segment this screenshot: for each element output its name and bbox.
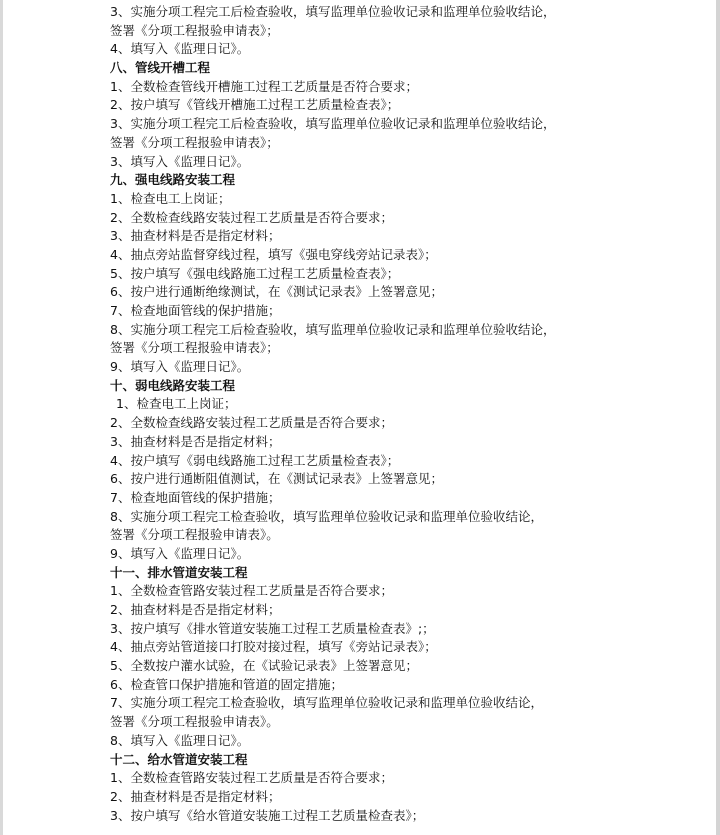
list-item: 8、实施分项工程完工后检查验收，填写监理单位验收记录和监理单位验收结论， xyxy=(110,321,556,337)
list-item: 3、按户填写《排水管道安装施工过程工艺质量检查表》;； xyxy=(110,620,435,636)
document-body xyxy=(110,3,710,825)
list-item: 3、填写入《监理日记》。 xyxy=(110,153,250,169)
list-item: 7、检查地面管线的保护措施； xyxy=(110,489,281,505)
list-item: 签署《分项工程报验申请表》。 xyxy=(110,527,279,543)
list-item: 6、检查管口保护措施和管道的固定措施； xyxy=(110,676,343,692)
list-item: 7、实施分项工程完工检查验收，填写监理单位验收记录和监理单位验收结论， xyxy=(110,695,543,711)
list-item: 签署《分项工程报验申请表》； xyxy=(110,340,279,356)
list-item: 签署《分项工程报验申请表》； xyxy=(110,134,279,150)
section-heading: 八、管线开槽工程 xyxy=(110,60,211,76)
list-item: 签署《分项工程报验申请表》。 xyxy=(110,714,279,730)
list-item: 1、全数检查管路安装过程工艺质量是否符合要求； xyxy=(110,770,393,786)
list-item: 4、填写入《监理日记》。 xyxy=(110,41,250,57)
section-heading: 九、强电线路安装工程 xyxy=(110,172,236,188)
list-item: 3、实施分项工程完工后检查验收，填写监理单位验收记录和监理单位验收结论， xyxy=(110,116,556,132)
list-item: 9、填写入《监理日记》。 xyxy=(110,359,250,375)
section-heading: 十二、给水管道安装工程 xyxy=(110,751,248,767)
list-item: 签署《分项工程报验申请表》； xyxy=(110,22,279,38)
list-item: 4、抽点旁站管道接口打胶对接过程，填写《旁站记录表》； xyxy=(110,639,437,655)
section-heading: 十、弱电线路安装工程 xyxy=(110,377,236,393)
list-item: 1、检查电工上岗证； xyxy=(116,396,237,412)
page-right-edge xyxy=(716,0,720,835)
list-item: 1、全数检查管路安装过程工艺质量是否符合要求； xyxy=(110,583,393,599)
section-heading: 十一、排水管道安装工程 xyxy=(110,564,248,580)
list-item: 4、抽点旁站监督穿线过程，填写《强电穿线旁站记录表》； xyxy=(110,246,437,262)
list-item: 7、检查地面管线的保护措施； xyxy=(110,303,281,318)
list-item: 5、全数按户灌水试验，在《试验记录表》上签署意见； xyxy=(110,658,418,674)
list-item: 2、全数检查线路安装过程工艺质量是否符合要求； xyxy=(110,415,393,431)
list-item: 3、按户填写《给水管道安装施工过程工艺质量检查表》； xyxy=(110,807,425,823)
list-item: 4、按户填写《弱电线路施工过程工艺质量检查表》； xyxy=(110,452,400,468)
list-item: 3、抽查材料是否是指定材料； xyxy=(110,433,281,449)
list-item: 3、实施分项工程完工后检查验收，填写监理单位验收记录和监理单位验收结论， xyxy=(110,4,556,19)
list-item: 2、按户填写《管线开槽施工过程工艺质量检查表》； xyxy=(110,97,400,113)
list-item: 5、按户填写《强电线路施工过程工艺质量检查表》； xyxy=(110,265,400,281)
list-item: 2、抽查材料是否是指定材料； xyxy=(110,602,281,617)
list-item: 1、全数检查管线开槽施工过程工艺质量是否符合要求； xyxy=(110,78,418,94)
list-item: 1、检查电工上岗证； xyxy=(110,190,231,206)
list-item: 8、实施分项工程完工检查验收，填写监理单位验收记录和监理单位验收结论， xyxy=(110,508,543,524)
page-left-edge xyxy=(0,0,3,835)
list-item: 8、填写入《监理日记》。 xyxy=(110,732,250,748)
list-item: 2、全数检查线路安装过程工艺质量是否符合要求； xyxy=(110,209,393,225)
list-item: 3、抽查材料是否是指定材料； xyxy=(110,228,281,244)
list-item: 2、抽查材料是否是指定材料； xyxy=(110,788,281,804)
list-item: 6、按户进行通断绝缘测试，在《测试记录表》上签署意见； xyxy=(110,284,443,300)
list-item: 6、按户进行通断阻值测试，在《测试记录表》上签署意见； xyxy=(110,471,443,487)
list-item: 9、填写入《监理日记》。 xyxy=(110,545,250,561)
